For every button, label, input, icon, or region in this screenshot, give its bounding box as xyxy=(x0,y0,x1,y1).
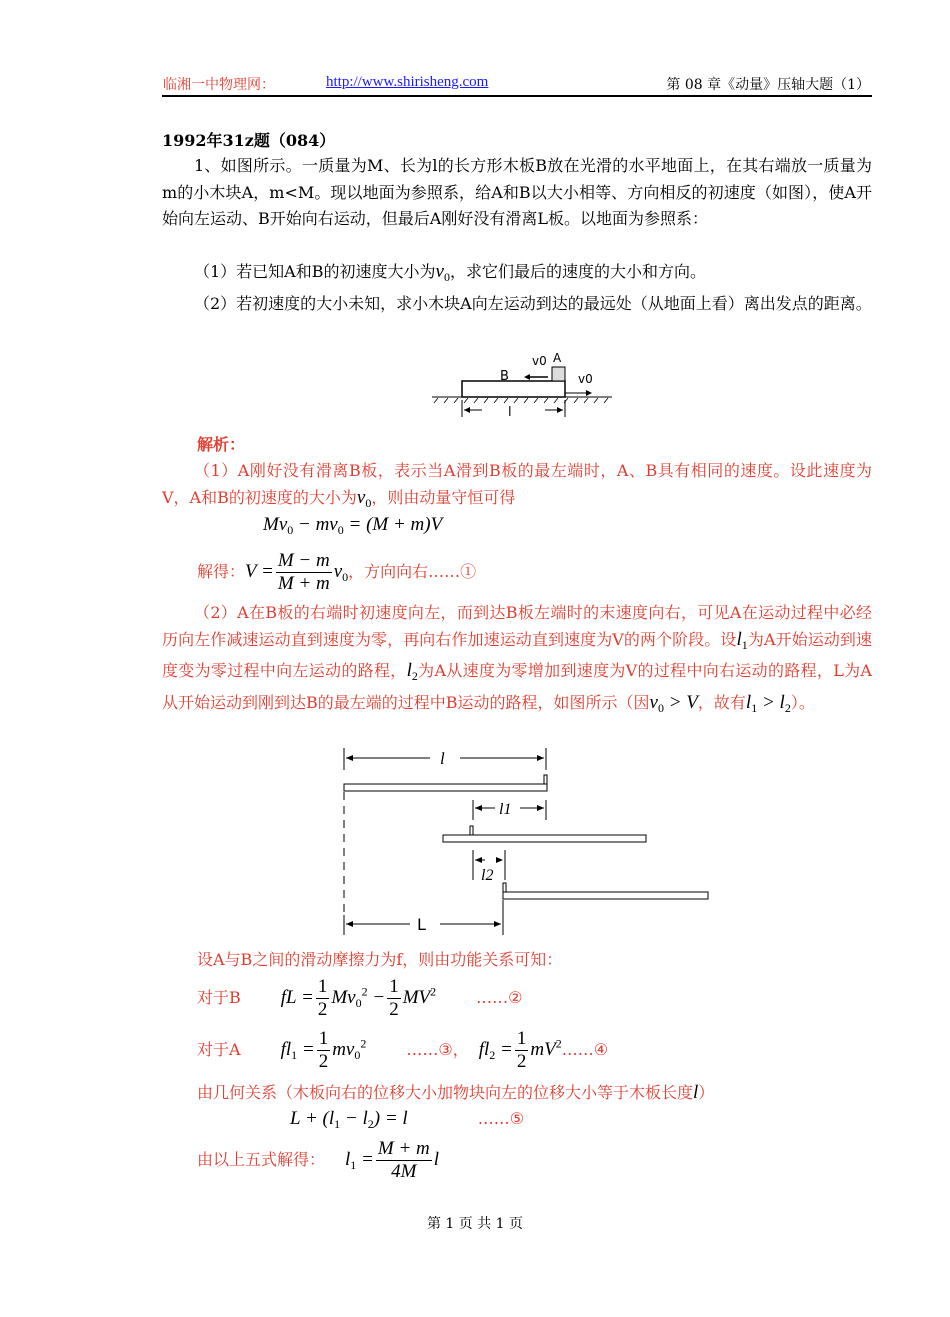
label-l1: l1 xyxy=(499,801,512,818)
v0-symbol: $v_0$ xyxy=(435,261,450,284)
final-result: 由以上五式解得： $l_1$ = $\frac{M + m}{4M}$ l xyxy=(197,1138,440,1182)
s2-text-d: ，故有 xyxy=(697,692,746,712)
equation-momentum: $Mv_0 - mv_0 = (M + m)V$ xyxy=(263,514,443,537)
marker-2: ……② xyxy=(476,988,523,1008)
page-footer: 第 1 页 共 1 页 xyxy=(426,1216,524,1232)
solution-heading: 解析： xyxy=(197,435,246,454)
v0-symbol: $v_0$ xyxy=(356,486,372,510)
s2-text-e: ）。 xyxy=(790,692,815,712)
marker-5: ……⑤ xyxy=(477,1109,525,1128)
marker-3: ……③， xyxy=(406,1040,469,1060)
friction-statement: 设A与B之间的滑动摩擦力为f，则由功能关系可知： xyxy=(197,950,563,969)
label-v0-right: v0 xyxy=(578,372,593,386)
s1-text-end: ，则由动量守恒可得 xyxy=(371,487,516,507)
for-B-label: 对于B xyxy=(197,988,241,1008)
equation-geometry: $L + (l_1 - l_2) = l$ ……⑤ xyxy=(290,1106,524,1138)
geometry-text-end: ） xyxy=(698,1083,715,1102)
solution-part-2: （2）A在B板的右端时初速度向左，而到达B板左端时的末速度向右，可见A在运动过程中必经历向左作减速运动直到速度为零，再向右作加速运动直到速度为V的两个阶段。设$l_1$为A开始运动到速度变为零过程中向左运动的路程，$l_2$为A从速度为零增加到速度为V的过程中向右运动的路程，L为A从开始运动到刚到达B的最左端的过程中B运动的路程，如图所示（因$v_0 > V$，故有$l_1 > l_2$）。 xyxy=(162,603,872,715)
label-A: A xyxy=(553,351,562,365)
equation-for-B: 对于B fL = $\frac{1}{2}$ $Mv_0^2$ − $\frac{1}{2}$ $MV^2$ ……② xyxy=(197,976,523,1020)
label-L: L xyxy=(417,915,426,934)
label-l: l xyxy=(508,405,512,420)
header-site: 临湘一中物理网： xyxy=(163,77,275,93)
question-1 xyxy=(162,259,872,291)
marker-4: ……④ xyxy=(561,1040,609,1060)
geometry-statement: 由几何关系（木板向右的位移大小加物块向左的位移大小等于木板长度l） xyxy=(197,1082,715,1103)
equation-for-A: 对于A $fl_1$ = $\frac{1}{2}$ $mv_0^2$ ……③， $fl_2$ = $\frac{1}{2}$ $mV^2$ ……④ xyxy=(197,1028,609,1072)
solve-label: 解得： xyxy=(197,562,246,582)
header-divider xyxy=(162,95,872,97)
for-A-label: 对于A xyxy=(197,1040,241,1060)
label-B: B xyxy=(500,369,509,384)
final-label: 由以上五式解得： xyxy=(197,1150,326,1170)
figure-board-block xyxy=(420,345,620,425)
s1-text: （1）A刚好没有滑离B板，表示当A滑到B板的最左端时，A、B具有相同的速度。设此速度为V，A和B的初速度的大小为 xyxy=(162,461,872,507)
label-l: l xyxy=(440,749,445,768)
problem-title: 1992年31z题（084） xyxy=(162,131,336,150)
problem-statement: 1、如图所示。一质量为M、长为l的长方形木板B放在光滑的水平地面上，在其右端放一质量为m的小木块A，m<M。现以地面为参照系，给A和B以大小相等、方向相反的初速度（如图），使A开始向左运动、B开始向右运动，但最后A刚好没有滑离L板。以地面为参照系： xyxy=(162,156,872,228)
figure-displacements xyxy=(335,740,715,940)
q1-text-end: ，求它们最后的速度的大小和方向。 xyxy=(449,262,706,281)
s2-text-c: 为A从速度为零增加到速度为V的过程中向右运动的路程，L为A从开始运动到刚到达B的最左端的过程中B运动的路程，如图所示（因 xyxy=(162,661,872,712)
s2-text-b: 为A开始运动到速度变为零过程中向左运动的路程， xyxy=(162,629,872,680)
label-v0-left: v0 xyxy=(532,354,547,368)
q1-text: （1）若已知A和B的初速度大小为 xyxy=(194,262,436,281)
label-l2: l2 xyxy=(481,867,494,884)
question-2: （2）若初速度的大小未知，求小木块A向左运动到达的最远处（从地面上看）离出发点的距离。 xyxy=(194,294,872,313)
solution-part-1 xyxy=(162,458,872,516)
s2-text-a: （2）A在B板的右端时初速度向左，而到达B板左端时的末速度向右，可见A在运动过程中必经历向左作减速运动直到速度为零，再向右作加速运动直到速度为V的两个阶段。设 xyxy=(162,603,872,649)
equation-velocity: 解得： V = $\frac{M - m}{M + m}$ $v_0$ ，方向向右……① xyxy=(197,550,477,594)
geometry-text: 由几何关系（木板向右的位移大小加物块向左的位移大小等于木板长度 xyxy=(197,1083,694,1102)
header-chapter: 第 08 章《动量》压轴大题（1） xyxy=(666,77,870,93)
header-url-link[interactable]: http://www.shirisheng.com xyxy=(326,74,489,90)
direction-text: ，方向向右……① xyxy=(348,562,477,582)
